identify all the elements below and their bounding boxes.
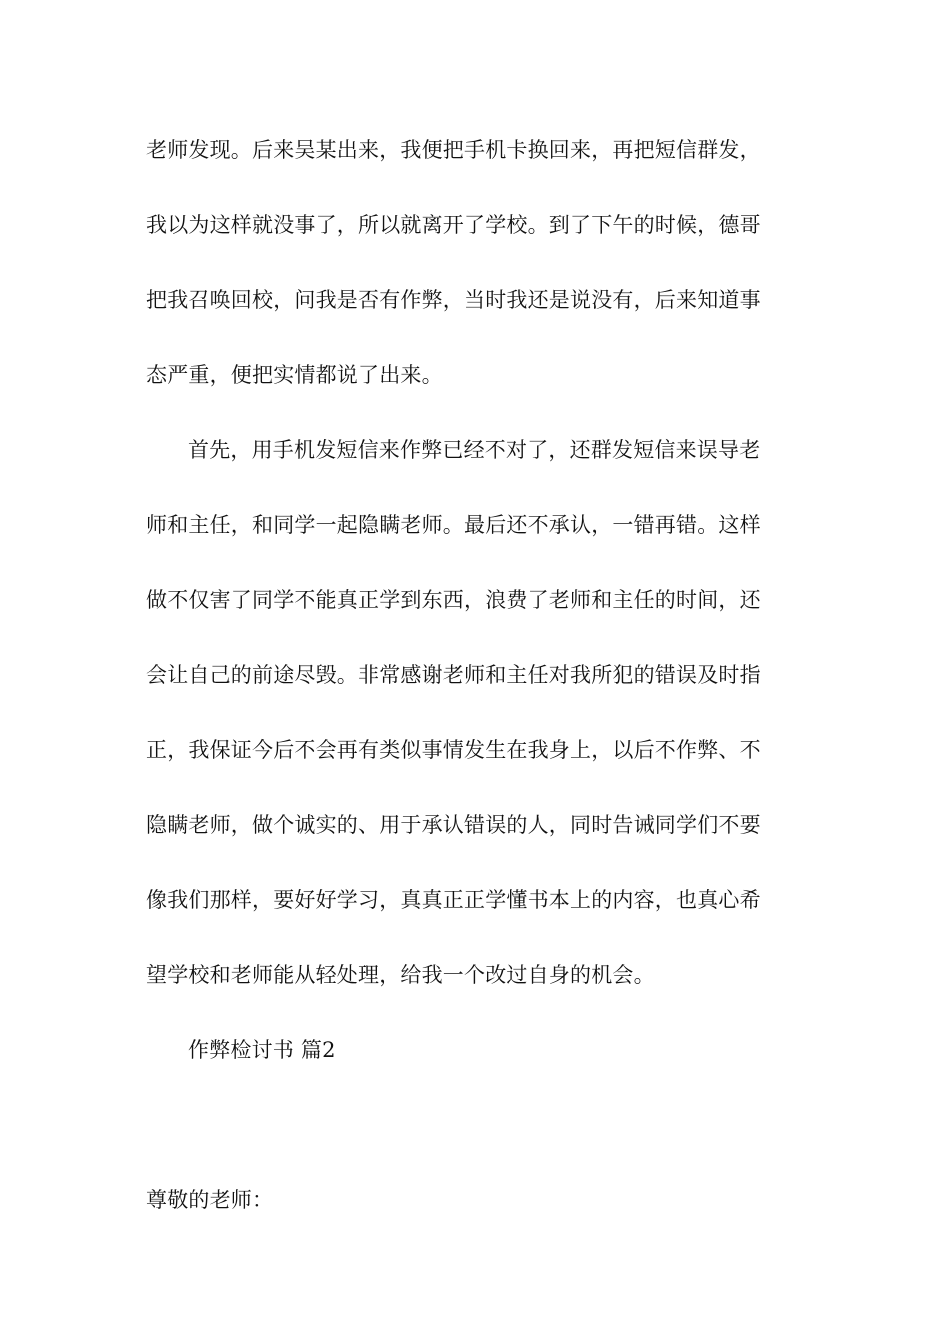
paragraph-line: 会让自己的前途尽毁。非常感谢老师和主任对我所犯的错误及时指 (146, 663, 761, 687)
paragraph-line: 做不仅害了同学不能真正学到东西，浪费了老师和主任的时间，还 (146, 588, 761, 612)
section-heading: 作弊检讨书 篇2 (188, 1038, 336, 1062)
paragraph-line: 首先，用手机发短信来作弊已经不对了，还群发短信来误导老 (188, 438, 761, 462)
paragraph-line: 态严重，便把实情都说了出来。 (146, 363, 443, 387)
paragraph-line: 正，我保证今后不会再有类似事情发生在我身上，以后不作弊、不 (146, 738, 761, 762)
paragraph-line: 把我召唤回校，问我是否有作弊，当时我还是说没有，后来知道事 (146, 288, 761, 312)
paragraph-line: 像我们那样，要好好学习，真真正正学懂书本上的内容，也真心希 (146, 888, 761, 912)
paragraph-line: 师和主任，和同学一起隐瞒老师。最后还不承认，一错再错。这样 (146, 513, 761, 537)
salutation: 尊敬的老师： (146, 1188, 274, 1212)
paragraph-line: 隐瞒老师，做个诚实的、用于承认错误的人，同时告诫同学们不要 (146, 813, 761, 837)
paragraph-line: 望学校和老师能从轻处理，给我一个改过自身的机会。 (146, 963, 655, 987)
paragraph-line: 老师发现。后来吴某出来，我便把手机卡换回来，再把短信群发， (146, 138, 761, 162)
paragraph-line: 我以为这样就没事了，所以就离开了学校。到了下午的时候，德哥 (146, 213, 761, 237)
